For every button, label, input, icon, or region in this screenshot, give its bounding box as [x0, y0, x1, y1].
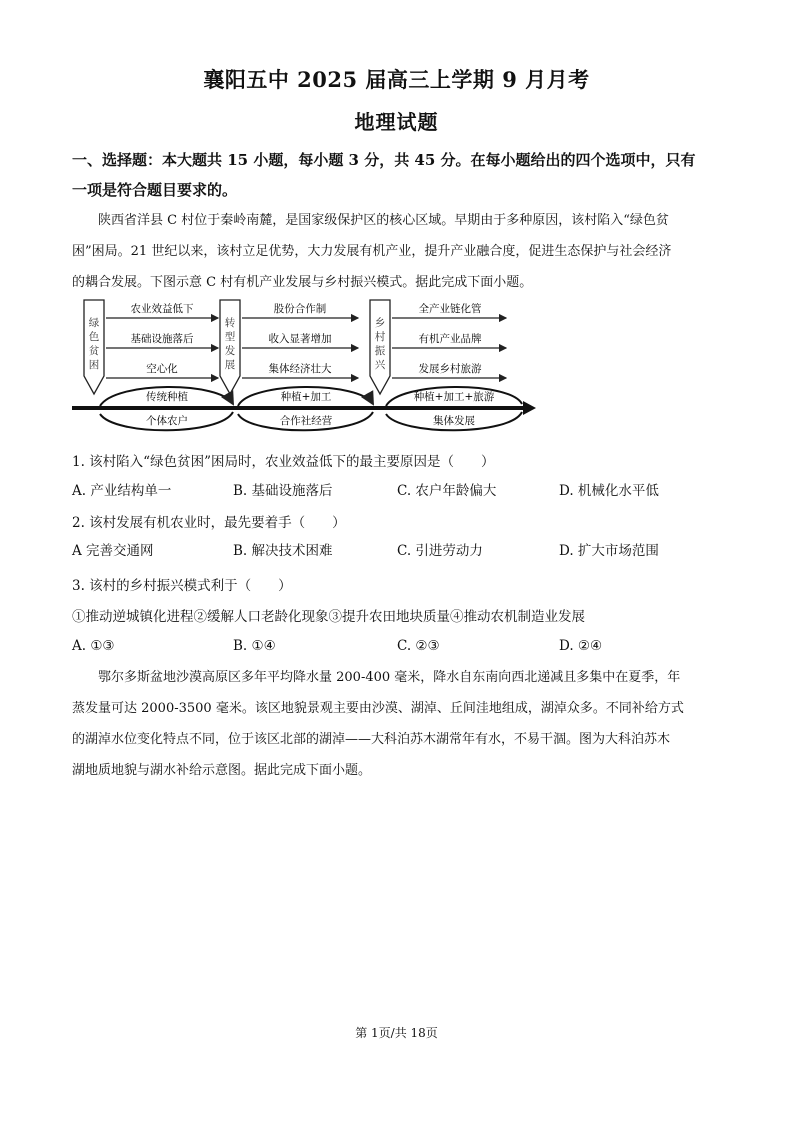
stage-box-label: 转型发展	[224, 317, 236, 371]
model-label: 合作社经营	[279, 415, 333, 427]
factor-label: 基础设施落后	[130, 333, 194, 345]
question-3-statements: ①推动逆城镇化进程②缓解人口老龄化现象③提升农田地块质量④推动农机制造业发展	[72, 609, 585, 625]
question-3-option-b[interactable]: B. ①④	[233, 638, 276, 654]
exam-title: 襄阳五中 2025 届高三上学期 9 月月考	[203, 67, 590, 92]
passage-line: 陕西省洋县 C 村位于秦岭南麓，是国家级保护区的核心区域。早期由于多种原因，该村陷入“绿色贫	[98, 213, 669, 228]
factor-label: 发展乡村旅游	[418, 363, 482, 375]
section-heading-line: 一项是符合题目要求的。	[72, 181, 238, 199]
passage-line: 的耦合发展。下图示意 C 村有机产业发展与乡村振兴模式。据此完成下面小题。	[72, 275, 533, 290]
rural-revitalization-diagram	[70, 296, 540, 436]
passage-line: 困”困局。21 世纪以来，该村立足优势，大力发展有机产业，提升产业融合度，促进生态保护与社会经济	[72, 244, 672, 259]
factor-label: 全产业链化管	[418, 303, 482, 315]
passage-line: 蒸发量可达 2000-3500 毫米。该区地貌景观主要由沙漠、湖淖、丘间洼地组成，湖淖众多。不同补给方式	[72, 701, 684, 716]
question-3-option-d[interactable]: D. ②④	[559, 638, 603, 654]
question-1-option-d[interactable]: D. 机械化水平低	[559, 483, 659, 499]
question-2-option-d[interactable]: D. 扩大市场范围	[559, 543, 659, 559]
factor-label: 股份合作制	[273, 303, 327, 315]
factor-label: 有机产业品牌	[418, 333, 482, 345]
factor-label: 收入显著增加	[268, 333, 332, 345]
factor-label: 空心化	[146, 363, 178, 375]
question-2-stem: 2. 该村发展有机农业时，最先要着手（ ）	[72, 515, 346, 531]
passage-1	[72, 205, 724, 298]
model-label: 集体发展	[433, 415, 475, 427]
passage-line: 湖地质地貌与湖水补给示意图。据此完成下面小题。	[72, 763, 372, 778]
question-1-option-a[interactable]: A. 产业结构单一	[72, 483, 172, 499]
question-1-option-c[interactable]: C. 农户年龄偏大	[397, 483, 497, 499]
stage-box-1	[84, 300, 104, 394]
model-label: 个体农户	[146, 415, 188, 427]
factor-label: 农业效益低下	[130, 303, 194, 315]
factor-label: 集体经济壮大	[268, 363, 332, 375]
question-3-option-c[interactable]: C. ②③	[397, 638, 440, 654]
model-label: 种植+加工+旅游	[413, 391, 495, 403]
timeline-arrowhead	[523, 401, 536, 415]
question-3-option-a[interactable]: A. ①③	[72, 638, 115, 654]
model-label: 传统种植	[146, 391, 188, 403]
section-heading	[72, 145, 722, 205]
question-2-option-a[interactable]: A 完善交通网	[72, 543, 154, 559]
question-3-stem: 3. 该村的乡村振兴模式利于（ ）	[72, 578, 292, 594]
model-label: 种植+加工	[280, 391, 332, 403]
stage-box-2	[220, 300, 240, 394]
question-2-option-c[interactable]: C. 引进劳动力	[397, 543, 483, 559]
stage-box-label: 绿色贫困	[88, 317, 100, 371]
question-1-stem: 1. 该村陷入“绿色贫困”困局时，农业效益低下的最主要原因是（ ）	[72, 454, 495, 470]
stage-box-3	[370, 300, 390, 394]
question-1-option-b[interactable]: B. 基础设施落后	[233, 483, 333, 499]
stage-box-label: 乡村振兴	[374, 317, 386, 371]
question-2-option-b[interactable]: B. 解决技术困难	[233, 543, 333, 559]
exam-subtitle: 地理试题	[354, 110, 439, 134]
page-footer: 第 1页/共 18页	[355, 1026, 438, 1040]
section-heading-line: 一、选择题：本大题共 15 小题，每小题 3 分，共 45 分。在每小题给出的四个选项中，只有	[72, 151, 696, 169]
passage-line: 鄂尔多斯盆地沙漠高原区多年平均降水量 200-400 毫米，降水自东南向西北递减且多集中在夏季，年	[98, 670, 681, 685]
passage-line: 的湖淖水位变化特点不同，位于该区北部的湖淖——大科泊苏木湖常年有水，不易干涸。图为大科泊苏木	[72, 732, 671, 747]
passage-2	[72, 662, 724, 786]
